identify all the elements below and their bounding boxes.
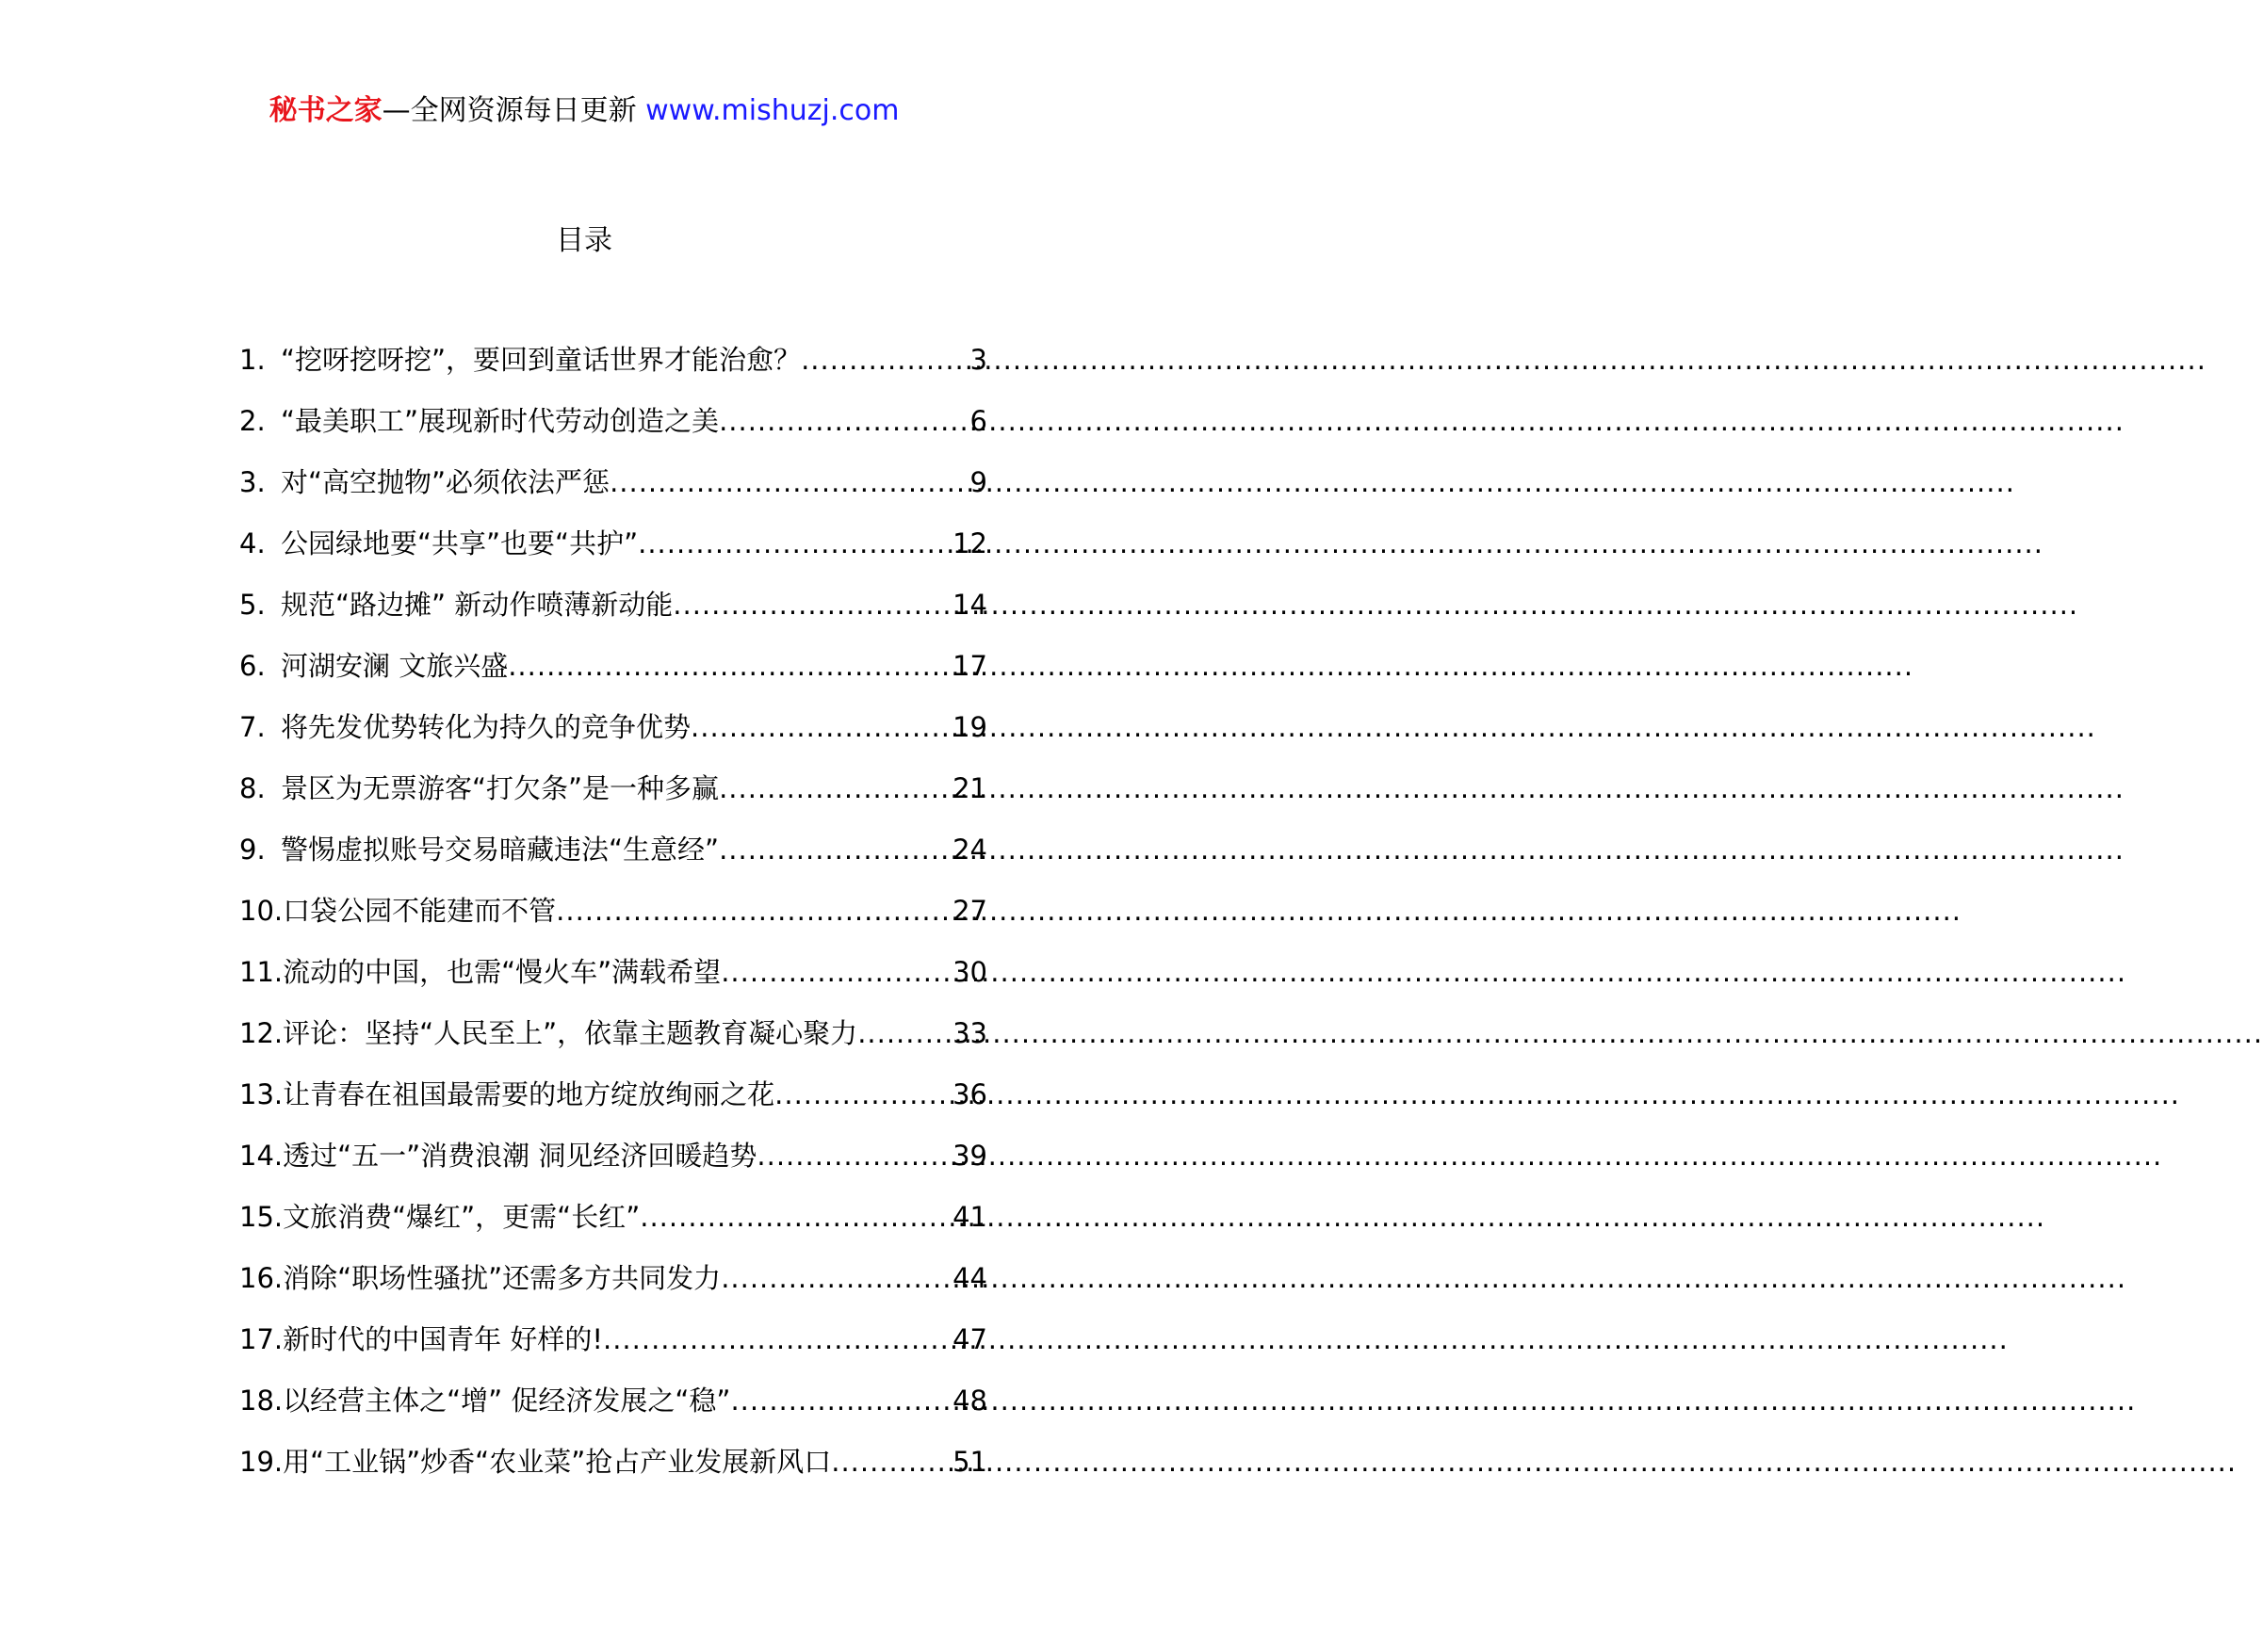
toc-entry-page: 47	[952, 1323, 987, 1355]
toc-entry[interactable]	[239, 1443, 987, 1504]
toc-dot-leader	[719, 831, 952, 868]
toc-entry-number: 2.	[239, 405, 266, 437]
toc-entry[interactable]	[239, 1076, 987, 1137]
toc-entry-page: 44	[952, 1262, 987, 1294]
toc-entry-page: 41	[952, 1201, 987, 1233]
toc-entry-number: 14.	[239, 1140, 284, 1172]
toc-entry-page: 27	[952, 895, 987, 927]
toc-dot-leader	[721, 953, 952, 991]
toc-entry-number: 1.	[239, 344, 266, 376]
toc-entry[interactable]	[239, 1014, 987, 1076]
toc-entry-page: 6	[969, 405, 987, 437]
toc-entry[interactable]	[239, 769, 987, 831]
toc-entry-number: 5.	[239, 589, 266, 621]
header-url[interactable]: www.mishuzj.com	[645, 94, 900, 127]
toc-entry-title: 文旅消费“爆红”，更需“长红”	[283, 1201, 641, 1233]
toc-entry-page: 21	[952, 772, 987, 804]
toc-dot-leader	[719, 402, 969, 440]
toc-entry-number: 15.	[239, 1201, 284, 1233]
toc-entry[interactable]	[239, 341, 987, 402]
toc-entry-page: 12	[952, 527, 987, 559]
toc-entry[interactable]	[239, 463, 987, 525]
toc-entry-page: 3	[969, 344, 987, 376]
header-tagline: —全网资源每日更新	[382, 94, 637, 127]
toc-entry[interactable]	[239, 1137, 987, 1198]
toc-entry-number: 6.	[239, 650, 266, 682]
toc-entry-title: 河湖安澜 文旅兴盛	[281, 650, 509, 682]
toc-entry-title: 景区为无票游客“打欠条”是一种多赢	[281, 772, 720, 804]
toc-entry-number: 9.	[239, 834, 266, 866]
toc-entry-title: 以经营主体之“增” 促经济发展之“稳”	[283, 1385, 731, 1417]
toc-entry-title: 新时代的中国青年 好样的!	[283, 1323, 603, 1355]
toc-dot-leader	[610, 463, 969, 501]
toc-dot-leader	[640, 1198, 952, 1236]
toc-dot-leader	[638, 525, 952, 562]
toc-entry[interactable]	[239, 647, 987, 708]
toc-entry[interactable]	[239, 1259, 987, 1320]
toc-entry-title: 公园绿地要“共享”也要“共护”	[281, 527, 639, 559]
toc-entry-title: 将先发优势转化为持久的竞争优势	[281, 711, 692, 743]
table-of-contents	[239, 341, 987, 1504]
toc-entry-title: 流动的中国，也需“慢火车”满载希望	[283, 956, 722, 988]
toc-entry-number: 12.	[239, 1017, 284, 1049]
toc-entry-title: 用“工业锅”炒香“农业菜”抢占产业发展新风口	[283, 1446, 832, 1478]
toc-dot-leader	[757, 1137, 952, 1174]
toc-entry-number: 16.	[239, 1262, 284, 1294]
toc-dot-leader	[673, 586, 952, 624]
toc-entry-page: 30	[952, 956, 987, 988]
toc-entry-number: 19.	[239, 1446, 284, 1478]
brand-name: 秘书之家	[269, 94, 383, 127]
toc-dot-leader	[857, 1014, 952, 1052]
toc-dot-leader	[603, 1320, 952, 1358]
toc-entry-page: 14	[952, 589, 987, 621]
toc-dot-leader	[556, 892, 952, 930]
toc-entry-number: 4.	[239, 527, 266, 559]
toc-dot-leader	[721, 1259, 952, 1297]
toc-entry-page: 36	[952, 1078, 987, 1110]
toc-entry[interactable]	[239, 1198, 987, 1259]
toc-dot-leader	[831, 1443, 952, 1481]
toc-entry[interactable]	[239, 1320, 987, 1382]
toc-dot-leader	[719, 769, 952, 807]
toc-entry-page: 19	[952, 711, 987, 743]
toc-entry-title: 透过“五一”消费浪潮 洞见经济回暖趋势	[283, 1140, 757, 1172]
toc-entry-title: 评论：坚持“人民至上”，依靠主题教育凝心聚力	[283, 1017, 858, 1049]
toc-dot-leader	[774, 1076, 952, 1113]
toc-entry[interactable]	[239, 892, 987, 953]
toc-dot-leader	[508, 647, 952, 685]
toc-entry-number: 13.	[239, 1078, 284, 1110]
toc-entry-title: “挖呀挖呀挖”，要回到童话世界才能治愈？	[281, 344, 802, 376]
toc-entry-page: 24	[952, 834, 987, 866]
toc-entry-title: “最美职工”展现新时代劳动创造之美	[281, 405, 720, 437]
toc-title: 目录	[556, 224, 612, 257]
toc-entry[interactable]	[239, 525, 987, 586]
toc-entry-title: 对“高空抛物”必须依法严惩	[281, 466, 611, 498]
toc-entry[interactable]	[239, 1382, 987, 1443]
toc-entry-title: 口袋公园不能建而不管	[283, 895, 557, 927]
toc-entry-page: 9	[969, 466, 987, 498]
toc-entry-page: 39	[952, 1140, 987, 1172]
toc-entry-number: 8.	[239, 772, 266, 804]
toc-entry-number: 7.	[239, 711, 266, 743]
toc-entry-number: 11.	[239, 956, 284, 988]
toc-entry[interactable]	[239, 831, 987, 892]
toc-entry[interactable]	[239, 708, 987, 769]
toc-entry[interactable]	[239, 586, 987, 647]
toc-entry-number: 18.	[239, 1385, 284, 1417]
toc-entry-title: 让青春在祖国最需要的地方绽放绚丽之花	[283, 1078, 775, 1110]
toc-entry-title: 警惕虚拟账号交易暗藏违法“生意经”	[281, 834, 720, 866]
toc-entry-number: 17.	[239, 1323, 284, 1355]
toc-entry-page: 51	[952, 1446, 987, 1478]
toc-entry[interactable]	[239, 402, 987, 463]
toc-entry-number: 3.	[239, 466, 266, 498]
toc-entry-page: 48	[952, 1385, 987, 1417]
toc-entry-number: 10.	[239, 895, 284, 927]
toc-dot-leader	[801, 341, 969, 379]
toc-entry-title: 消除“职场性骚扰”还需多方共同发力	[283, 1262, 722, 1294]
toc-entry[interactable]	[239, 953, 987, 1014]
toc-entry-title: 规范“路边摊” 新动作喷薄新动能	[281, 589, 674, 621]
toc-entry-page: 17	[952, 650, 987, 682]
page-header	[0, 92, 1168, 130]
toc-entry-page: 33	[952, 1017, 987, 1049]
toc-dot-leader	[691, 708, 952, 746]
toc-dot-leader	[730, 1382, 952, 1419]
